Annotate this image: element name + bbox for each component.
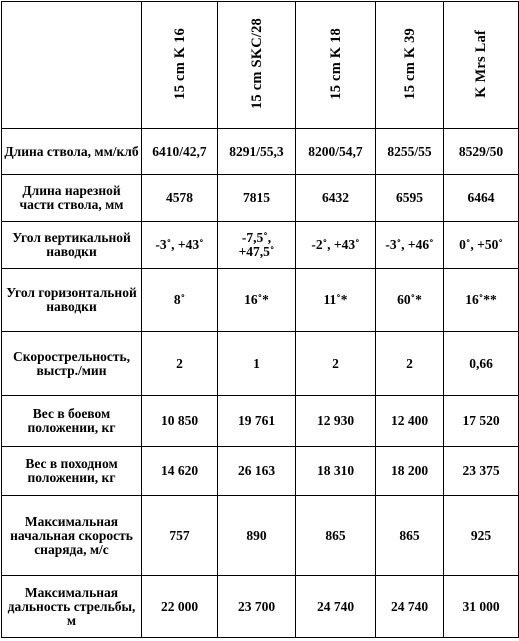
table-cell: 16˚** <box>444 269 519 332</box>
row-label: Скорострельность, выстр./мин <box>2 332 142 396</box>
table-row <box>2 332 519 396</box>
column-header-label: 15 cm SKC/28 <box>248 17 265 109</box>
table-cell: 2 <box>296 332 376 396</box>
table-cell: 0,66 <box>444 332 519 396</box>
table-cell: 10 850 <box>142 396 218 447</box>
table-row <box>2 269 519 332</box>
column-header <box>296 2 376 129</box>
table-cell: 4578 <box>142 175 218 222</box>
column-header <box>218 2 296 129</box>
column-header-label: 15 cm K 39 <box>401 27 418 100</box>
column-header <box>444 2 519 129</box>
table-cell: -3˚, +46˚ <box>376 222 444 269</box>
table-cell: 1 <box>218 332 296 396</box>
table-cell: -2˚, +43˚ <box>296 222 376 269</box>
table-cell: 23 700 <box>218 576 296 638</box>
table-cell: 11˚* <box>296 269 376 332</box>
row-label: Длина нарезной части ствола, мм <box>2 175 142 222</box>
table-row <box>2 396 519 447</box>
corner-cell <box>2 2 142 129</box>
table-cell: 12 400 <box>376 396 444 447</box>
table-cell: 24 740 <box>376 576 444 638</box>
row-label: Вес в боевом положении, кг <box>2 396 142 447</box>
header-row <box>2 2 519 129</box>
table-row <box>2 447 519 496</box>
row-label: Угол вертикальной наводки <box>2 222 142 269</box>
table-cell: 6410/42,7 <box>142 129 218 175</box>
row-label: Длина ствола, мм/клб <box>2 129 142 175</box>
table-cell: 6595 <box>376 175 444 222</box>
table-cell: 14 620 <box>142 447 218 496</box>
table-cell: 2 <box>142 332 218 396</box>
row-label: Вес в походном положении, кг <box>2 447 142 496</box>
table-cell: 865 <box>376 496 444 576</box>
row-label: Угол горизонтальной наводки <box>2 269 142 332</box>
table-cell: 26 163 <box>218 447 296 496</box>
table-cell: 23 375 <box>444 447 519 496</box>
table-cell: 16˚* <box>218 269 296 332</box>
column-header-label: 15 cm K 18 <box>327 27 344 100</box>
row-label: Максимальная дальность стрельбы, м <box>2 576 142 638</box>
table-cell: 8255/55 <box>376 129 444 175</box>
table-cell: 8˚ <box>142 269 218 332</box>
table-row <box>2 175 519 222</box>
table-cell: 2 <box>376 332 444 396</box>
table-cell: 8529/50 <box>444 129 519 175</box>
specifications-table <box>1 1 519 638</box>
table-cell: 0˚, +50˚ <box>444 222 519 269</box>
table-cell: 7815 <box>218 175 296 222</box>
table-row <box>2 129 519 175</box>
table-row <box>2 576 519 638</box>
table-cell: 17 520 <box>444 396 519 447</box>
table-cell: 8200/54,7 <box>296 129 376 175</box>
column-header-label: 15 cm K 16 <box>171 27 188 100</box>
table-cell: 24 740 <box>296 576 376 638</box>
table-cell: 18 200 <box>376 447 444 496</box>
table-cell: 60˚* <box>376 269 444 332</box>
table-cell: 6432 <box>296 175 376 222</box>
table-cell: 18 310 <box>296 447 376 496</box>
row-label: Максимальная начальная скорость снаряда, м/с <box>2 496 142 576</box>
table-row <box>2 222 519 269</box>
table-cell: -3˚, +43˚ <box>142 222 218 269</box>
column-header <box>376 2 444 129</box>
table-cell: -7,5˚, +47,5˚ <box>218 222 296 269</box>
table-cell: 757 <box>142 496 218 576</box>
table-cell: 865 <box>296 496 376 576</box>
table-cell: 925 <box>444 496 519 576</box>
column-header-label: K Mrs Laf <box>473 29 489 98</box>
table-cell: 890 <box>218 496 296 576</box>
table-cell: 8291/55,3 <box>218 129 296 175</box>
table-cell: 22 000 <box>142 576 218 638</box>
column-header <box>142 2 218 129</box>
table-row <box>2 496 519 576</box>
table-cell: 12 930 <box>296 396 376 447</box>
table-cell: 31 000 <box>444 576 519 638</box>
table-cell: 19 761 <box>218 396 296 447</box>
table-cell: 6464 <box>444 175 519 222</box>
